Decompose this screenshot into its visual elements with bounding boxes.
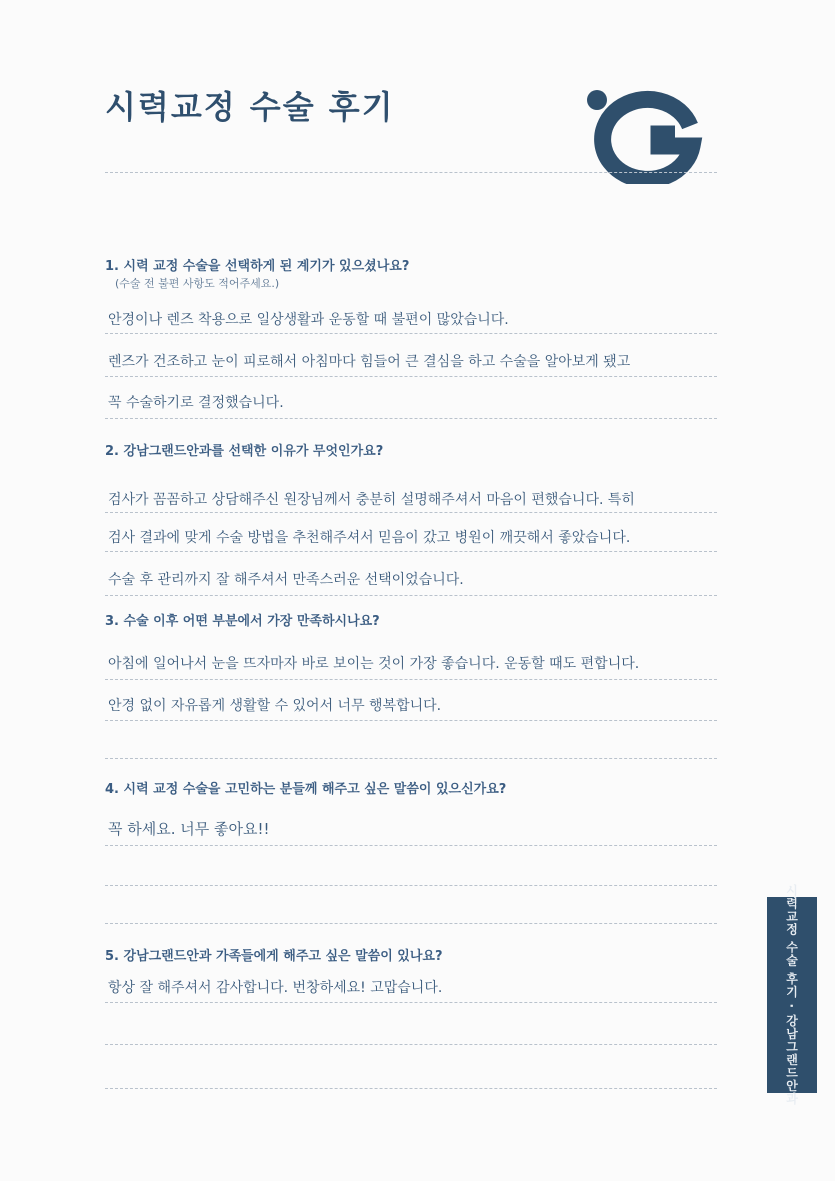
answer-line [105, 720, 717, 721]
divider [105, 172, 717, 173]
answer-1-line-3: 꼭 수술하기로 결정했습니다. [108, 395, 284, 411]
answer-line [105, 595, 717, 596]
answer-4-line-1: 꼭 하세요. 너무 좋아요!! [108, 820, 270, 838]
answer-5-line-1: 항상 잘 해주셔서 감사합니다. 번창하세요! 고맙습니다. [108, 980, 443, 996]
answer-2-line-3: 수술 후 관리까지 잘 해주셔서 만족스러운 선택이었습니다. [108, 572, 464, 588]
answer-line [105, 758, 717, 759]
answer-1-line-1: 안경이나 렌즈 착용으로 일상생활과 운동할 때 불편이 많았습니다. [108, 312, 509, 328]
answer-1-line-2: 렌즈가 건조하고 눈이 피로해서 아침마다 힘들어 큰 결심을 하고 수술을 알아보게 됐고 [108, 354, 631, 370]
answer-2-line-1: 검사가 꼼꼼하고 상담해주신 원장님께서 충분히 설명해주셔서 마음이 편했습니다. 특히 [108, 492, 635, 508]
question-1-hint: (수술 전 불편 사항도 적어주세요.) [115, 277, 280, 290]
answer-2-line-2: 검사 결과에 맞게 수술 방법을 추천해주셔서 믿음이 갔고 병원이 깨끗해서 좋았습니다. [108, 530, 631, 546]
question-2: 2. 강남그랜드안과를 선택한 이유가 무엇인가요? [105, 444, 384, 459]
question-4: 4. 시력 교정 수술을 고민하는 분들께 해주고 싶은 말씀이 있으신가요? [105, 782, 507, 797]
answer-line [105, 845, 717, 846]
page-title: 시력교정 수술 후기 [105, 88, 395, 126]
answer-line [105, 885, 717, 886]
answer-line [105, 376, 717, 377]
G-logo [580, 84, 705, 184]
answer-line [105, 923, 717, 924]
question-1: 1. 시력 교정 수술을 선택하게 된 계기가 있으셨나요? [105, 259, 410, 274]
answer-line [105, 1002, 717, 1003]
side-tab-label: 시력교정 수술 후기 · 강남그랜드안과 [784, 884, 799, 1106]
answer-line [105, 1088, 717, 1089]
question-3: 3. 수술 이후 어떤 부분에서 가장 만족하시나요? [105, 614, 380, 629]
answer-3-line-1: 아침에 일어나서 눈을 뜨자마자 바로 보이는 것이 가장 좋습니다. 운동할 때도 편합니다. [108, 656, 640, 672]
answer-line [105, 551, 717, 552]
answer-line [105, 1044, 717, 1045]
answer-line [105, 679, 717, 680]
answer-3-line-2: 안경 없이 자유롭게 생활할 수 있어서 너무 행복합니다. [108, 698, 442, 714]
question-5: 5. 강남그랜드안과 가족들에게 해주고 싶은 말씀이 있나요? [105, 949, 443, 964]
answer-line [105, 333, 717, 334]
side-tab [767, 884, 817, 1106]
answer-line [105, 512, 717, 513]
answer-line [105, 418, 717, 419]
